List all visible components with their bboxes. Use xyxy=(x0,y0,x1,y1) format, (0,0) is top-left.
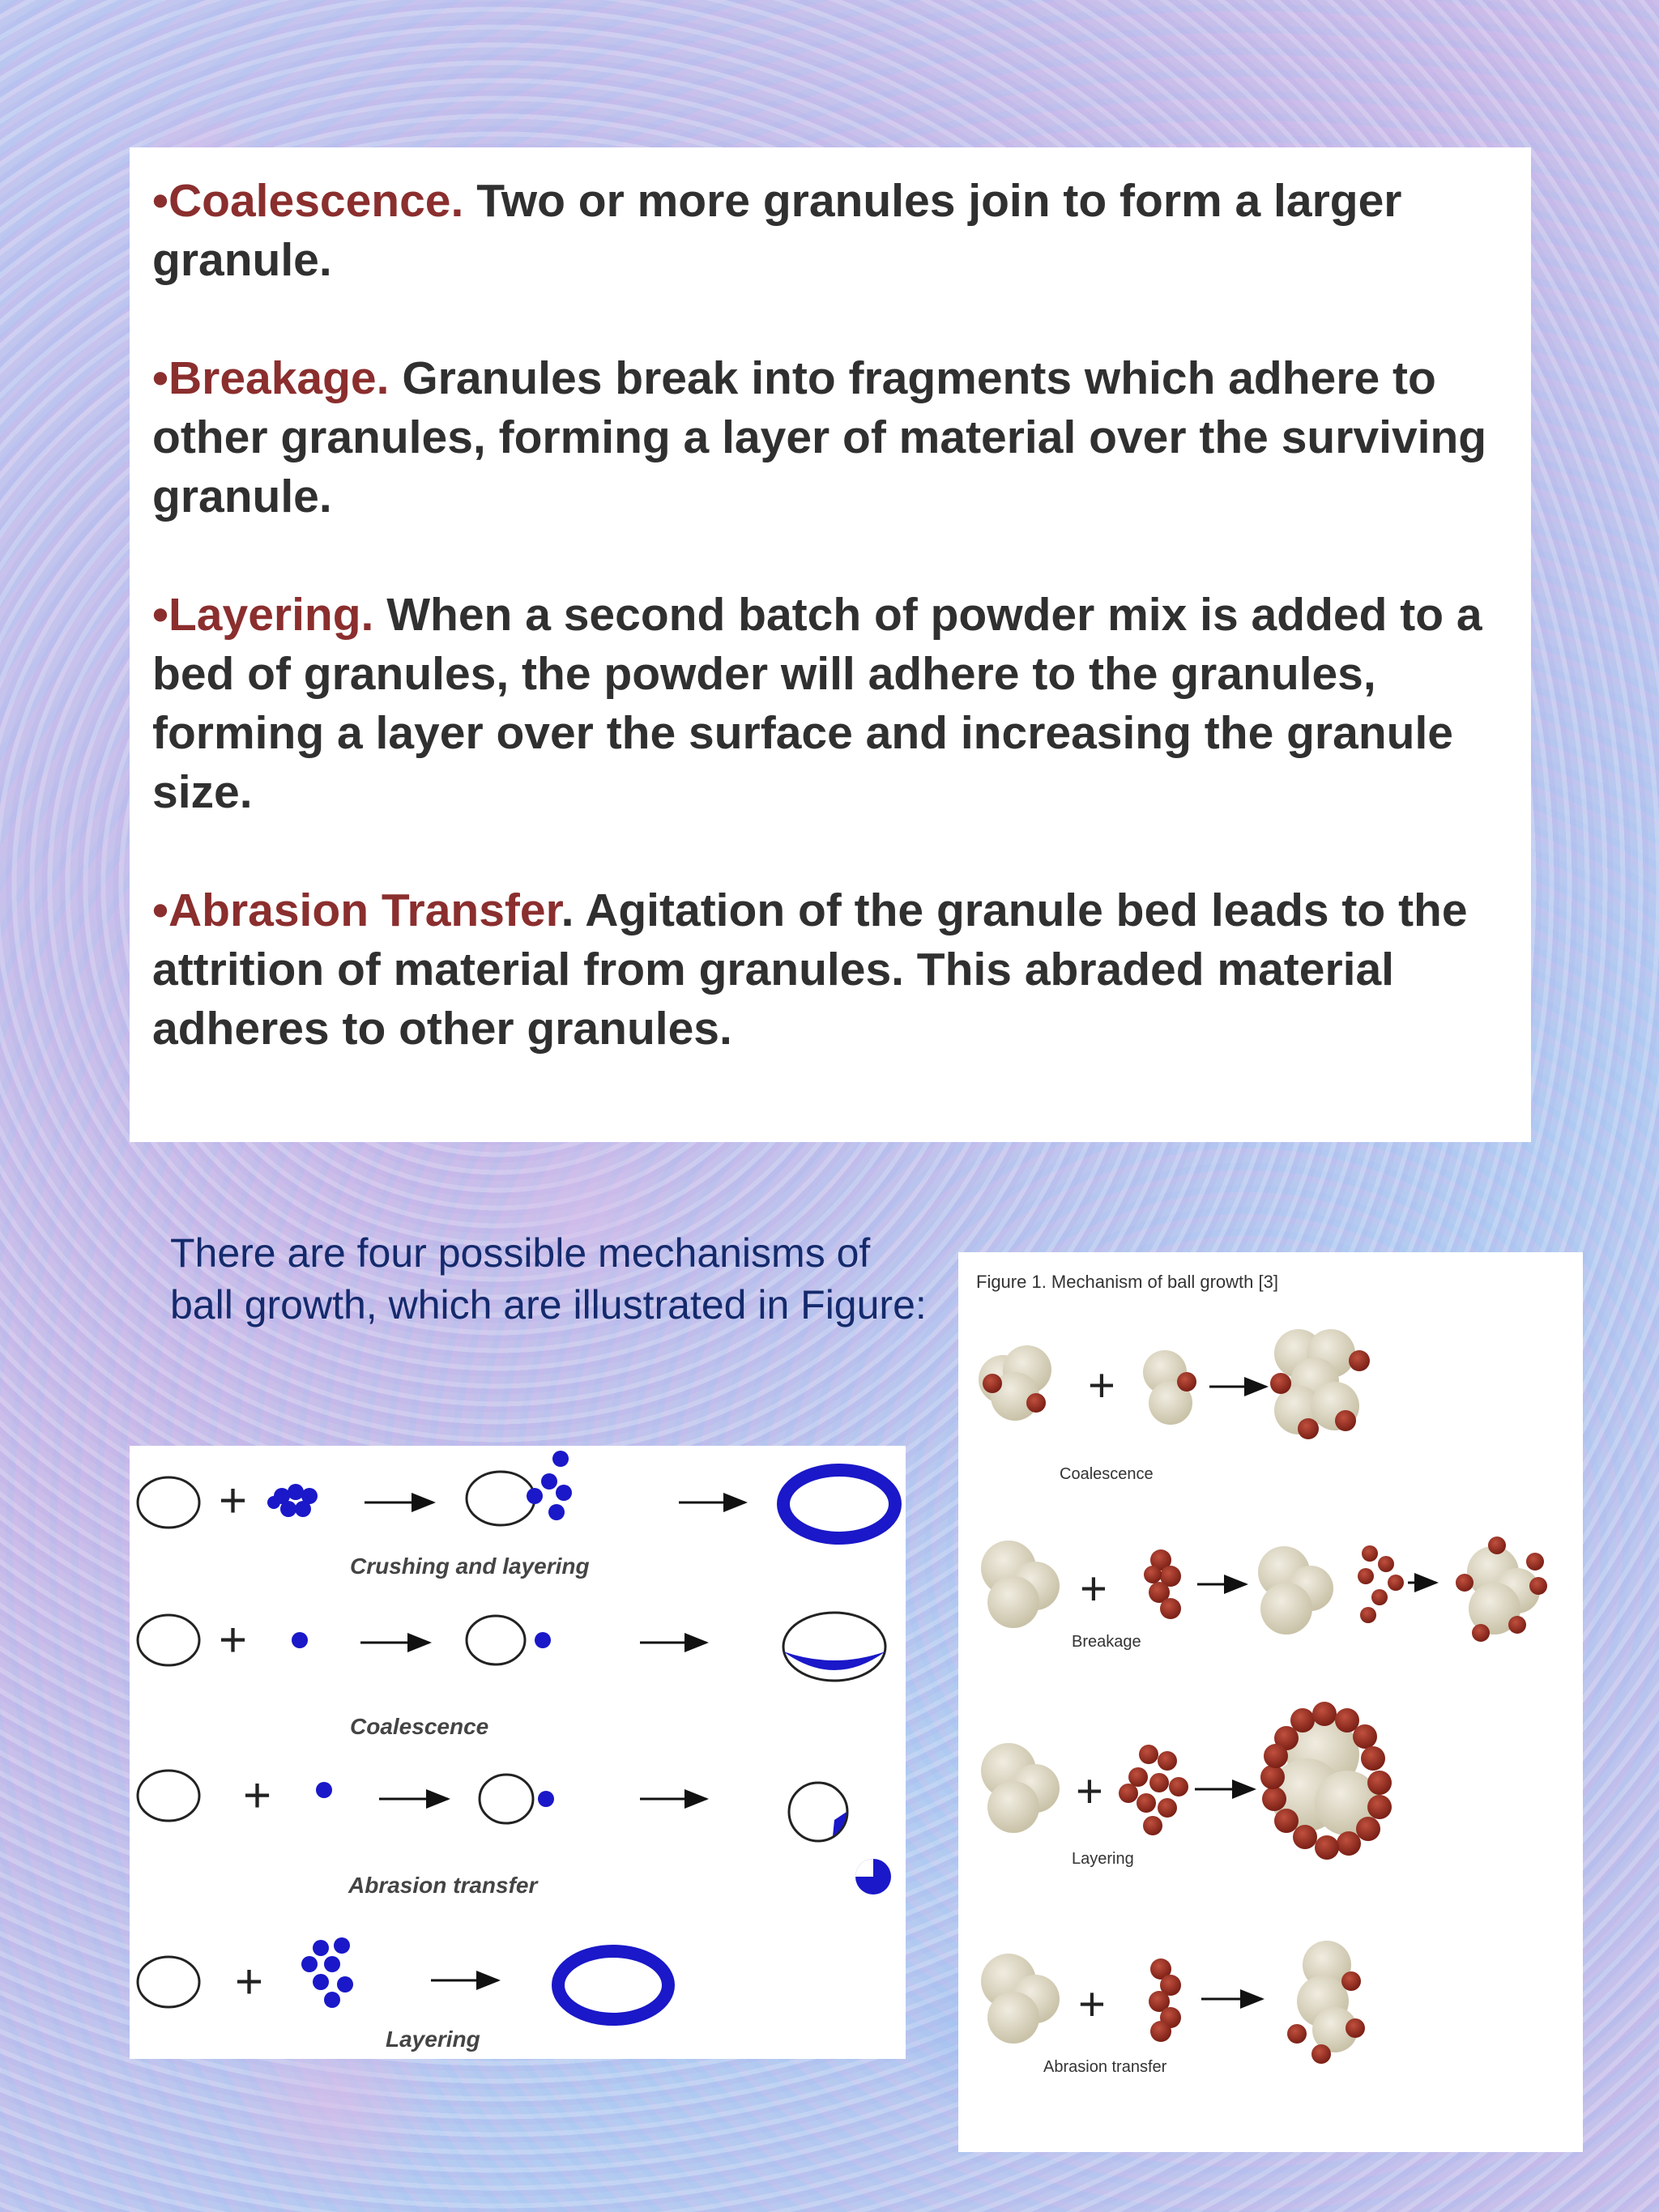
term-layering: Layering. xyxy=(168,589,374,641)
powder-cluster xyxy=(1119,1745,1188,1835)
plus-sign: + xyxy=(219,1473,248,1528)
term-abrasion-transfer: Abrasion Transfer xyxy=(168,884,561,936)
red-particle xyxy=(983,1374,1002,1393)
attached-granule xyxy=(538,1791,554,1807)
red-particle xyxy=(1298,1418,1319,1439)
intro-text: There are four possible mechanisms of ball growth, which are illustrated in Figure: xyxy=(170,1230,927,1328)
small-granule xyxy=(292,1632,308,1648)
caption-breakage: Breakage xyxy=(1072,1633,1141,1651)
term-breakage: Breakage. xyxy=(168,352,390,404)
caption-abrasion-transfer: Abrasion transfer xyxy=(348,1873,538,1898)
bullet: • xyxy=(152,884,168,936)
plus-sign: + xyxy=(219,1613,248,1667)
definition-text: . Agitation of the granule bed leads to the attrition of material from granules. This abraded material adheres to other granules. xyxy=(152,884,1468,1055)
beige-granule xyxy=(981,1743,1060,1833)
red-particle xyxy=(1335,1410,1356,1431)
beige-granule xyxy=(981,1954,1060,2044)
mechanism-diagram-granules xyxy=(958,1252,1583,2152)
red-particle xyxy=(1349,1350,1370,1371)
powder-cluster xyxy=(267,1484,318,1517)
row-coalescence xyxy=(138,1613,885,1739)
granule-outline xyxy=(138,1477,199,1528)
definition-breakage xyxy=(152,349,1508,526)
caption-coalescence: Coalescence xyxy=(1060,1465,1154,1483)
granule-outline xyxy=(467,1472,535,1525)
granule-diagram-svg xyxy=(958,1252,1583,2152)
granule-outline xyxy=(138,1771,199,1821)
mechanism-diagram-blue xyxy=(130,1446,906,2059)
red-cluster xyxy=(1149,1958,1181,2042)
row-crushing-layering xyxy=(138,1451,895,1579)
bullet: • xyxy=(152,352,168,404)
granule-outline xyxy=(480,1775,533,1823)
row-coalescence xyxy=(979,1329,1370,1483)
red-particle xyxy=(1177,1372,1196,1392)
beige-granule xyxy=(981,1541,1060,1628)
coalesced-granule xyxy=(783,1613,885,1681)
attached-granule xyxy=(535,1632,551,1648)
layered-granule xyxy=(1260,1702,1392,1860)
plus-sign: + xyxy=(235,1954,264,2009)
row-abrasion-transfer xyxy=(981,1941,1365,2076)
powder-cluster xyxy=(301,1937,353,2008)
layered-granule xyxy=(783,1470,895,1538)
row-breakage xyxy=(981,1536,1547,1651)
small-granule xyxy=(316,1782,332,1798)
definition-text: Granules break into fragments which adhere to other granules, forming a layer of material over the surviving granule. xyxy=(152,352,1487,522)
caption-layering: Layering xyxy=(386,2027,480,2052)
plus-sign: + xyxy=(1078,1978,1106,2031)
mechanism-diagram-svg xyxy=(130,1446,906,2059)
plus-sign: + xyxy=(1080,1562,1107,1615)
plus-sign: + xyxy=(243,1768,272,1822)
row-layering xyxy=(981,1702,1392,1868)
bullet: • xyxy=(152,589,168,641)
scattered-fragments xyxy=(527,1451,572,1520)
plus-sign: + xyxy=(1088,1359,1115,1412)
layered-granule xyxy=(558,1951,668,2019)
figure-title: Figure 1. Mechanism of ball growth [3] xyxy=(976,1272,1278,1292)
caption-crushing-layering: Crushing and layering xyxy=(350,1554,590,1579)
red-particle xyxy=(1270,1373,1291,1394)
definition-layering xyxy=(152,586,1508,822)
definition-coalescence xyxy=(152,172,1508,290)
bullet: • xyxy=(152,175,168,227)
beige-granule xyxy=(1258,1546,1333,1634)
definition-text: Two or more granules join to form a larger granule. xyxy=(152,175,1402,286)
caption-layering: Layering xyxy=(1072,1850,1134,1868)
red-particle xyxy=(1026,1393,1046,1413)
term-coalescence: Coalescence. xyxy=(168,175,464,227)
red-fragments xyxy=(1358,1545,1404,1623)
caption-abrasion-transfer: Abrasion transfer xyxy=(1043,2058,1167,2076)
red-cluster xyxy=(1144,1549,1181,1619)
coalesced-layer xyxy=(783,1652,885,1670)
row-abrasion-transfer xyxy=(138,1768,891,1898)
fragment-highlight xyxy=(855,1859,873,1877)
definition-text: When a second batch of powder mix is added to a bed of granules, the powder will adhere to the granules, forming a layer over the surface and increasing the granule size. xyxy=(152,589,1482,818)
definition-abrasion-transfer xyxy=(152,881,1508,1059)
definitions-panel xyxy=(130,147,1531,1142)
plus-sign: + xyxy=(1076,1765,1103,1818)
abraded-granule xyxy=(789,1783,847,1841)
caption-coalescence: Coalescence xyxy=(350,1714,489,1739)
granule-outline xyxy=(467,1616,525,1664)
granule-outline xyxy=(138,1957,199,2007)
granule-outline xyxy=(138,1615,199,1665)
row-layering xyxy=(138,1937,668,2052)
